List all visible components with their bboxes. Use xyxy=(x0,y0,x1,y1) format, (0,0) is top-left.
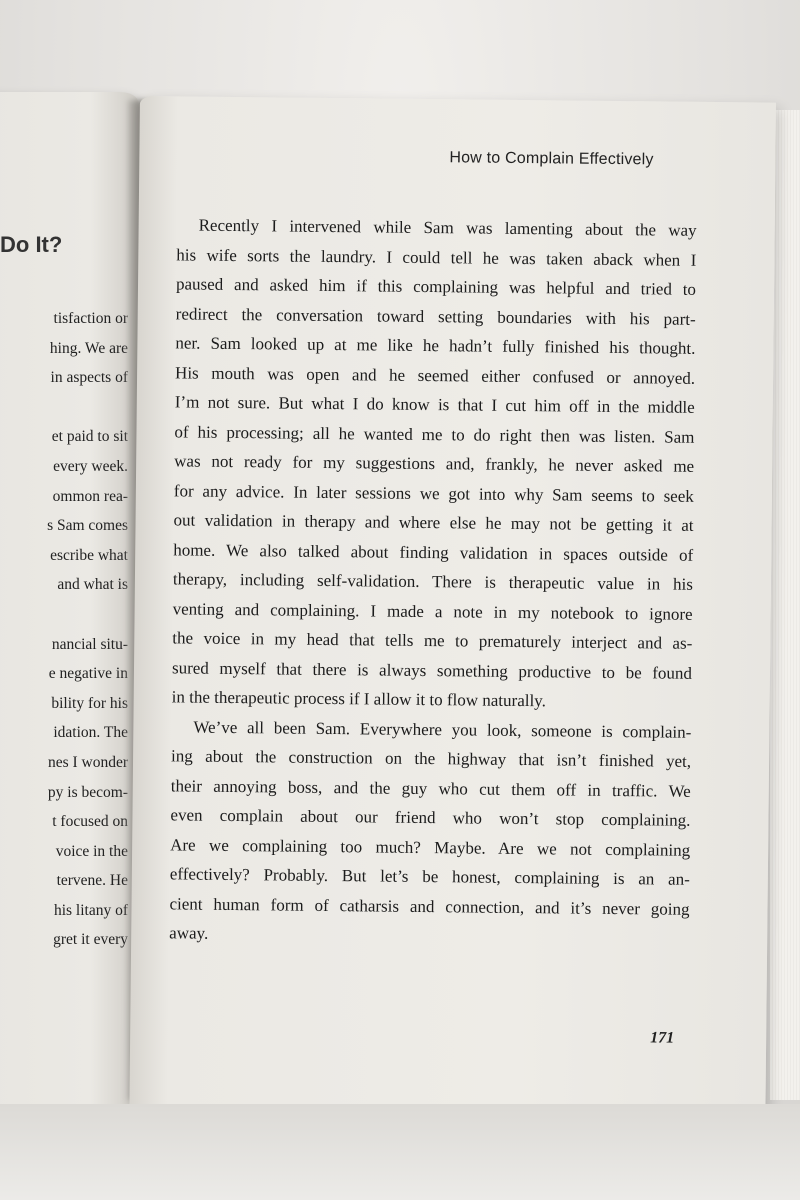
text-line: Recently I intervened while Sam was lamenting about the way xyxy=(198,215,697,240)
text-line: the voice in my head that tells me to prematurely interject and as- xyxy=(172,628,693,653)
left-line: every week. xyxy=(53,457,128,475)
text-line: his wife sorts the laundry. I could tell he was taken aback when I xyxy=(176,244,697,270)
text-line: ing about the construction on the highway that isn’t finished yet, xyxy=(170,746,692,771)
text-line: out validation in therapy and where else he may not be getting it at xyxy=(173,510,694,535)
text-line: Are we complaining too much? Maybe. Are we not complaining xyxy=(170,834,691,860)
page-number: 171 xyxy=(650,1029,675,1047)
text-line: sured myself that there is always something productive to be found xyxy=(171,657,693,683)
running-head: How to Complain Effectively xyxy=(449,149,654,169)
paragraph-2 xyxy=(169,712,691,953)
text-line: home. We also talked about finding validation in spaces outside of xyxy=(173,539,694,565)
right-page xyxy=(129,96,776,1113)
left-line: his litany of xyxy=(53,901,128,919)
text-line: We’ve all been Sam. Everywhere you look, someone is complain- xyxy=(193,717,692,742)
left-line: and what is xyxy=(57,576,128,594)
left-page-heading: Do It? xyxy=(0,232,63,257)
text-line: their annoying boss, and the guy who cut them off in traffic. We xyxy=(170,775,691,801)
left-line: bility for his xyxy=(51,694,128,712)
left-page-text xyxy=(0,304,128,955)
text-line: ner. Sam looked up at me like he hadn’t fully finished his thought. xyxy=(175,333,696,358)
left-line: hing. We are xyxy=(49,339,128,357)
left-line xyxy=(0,600,128,630)
left-line: t focused on xyxy=(52,813,128,831)
body-text xyxy=(169,210,697,953)
left-line: s Sam comes xyxy=(47,517,128,535)
text-line: redirect the conversation toward setting boundaries with his part- xyxy=(175,303,696,329)
text-line: was not ready for my suggestions and, frankly, he never asked me xyxy=(174,451,695,476)
text-line: in the therapeutic process if I allow it to flow naturally. xyxy=(171,687,546,711)
text-line: I’m not sure. But what I do know is that I cut him off in the middle xyxy=(174,392,695,417)
left-line: tisfaction or xyxy=(53,310,128,327)
left-line: tervene. He xyxy=(56,872,128,890)
left-line: ommon rea- xyxy=(52,487,128,505)
text-line: away. xyxy=(169,923,209,943)
left-line: et paid to sit xyxy=(51,428,128,446)
text-line: of his processing; all he wanted me to do right then was listen. Sam xyxy=(174,421,695,447)
left-line: gret it every xyxy=(53,931,128,949)
text-line: therapy, including self-validation. There is therapeutic value in his xyxy=(172,569,694,594)
left-line: escribe what xyxy=(50,546,128,564)
page-edges xyxy=(770,110,800,1100)
text-line: for any advice. In later sessions we got into why Sam seems to seek xyxy=(173,480,694,506)
left-line: in aspects of xyxy=(50,369,128,387)
left-line: nancial situ- xyxy=(51,635,128,653)
text-line: effectively? Probably. But let’s be honest, complaining is an an- xyxy=(169,864,690,889)
left-line: e negative in xyxy=(48,665,128,683)
text-line: even complain about our friend who won’t stop complaining. xyxy=(170,805,691,830)
text-line: venting and complaining. I made a note in my notebook to ignore xyxy=(172,598,693,624)
left-page xyxy=(0,92,138,1104)
paragraph-1 xyxy=(172,210,697,717)
left-line: voice in the xyxy=(55,842,128,860)
left-line: py is becom- xyxy=(47,783,128,801)
left-line xyxy=(0,393,128,423)
left-line: nes I wonder xyxy=(47,753,128,771)
table-surface xyxy=(0,1104,800,1200)
text-line: paused and asked him if this complaining was helpful and tried to xyxy=(175,274,697,299)
show-through-text xyxy=(169,928,689,973)
text-line: cient human form of catharsis and connection, and it’s never going xyxy=(169,893,690,919)
left-line: idation. The xyxy=(53,724,128,742)
text-line: His mouth was open and he seemed either confused or annoyed. xyxy=(175,362,696,388)
